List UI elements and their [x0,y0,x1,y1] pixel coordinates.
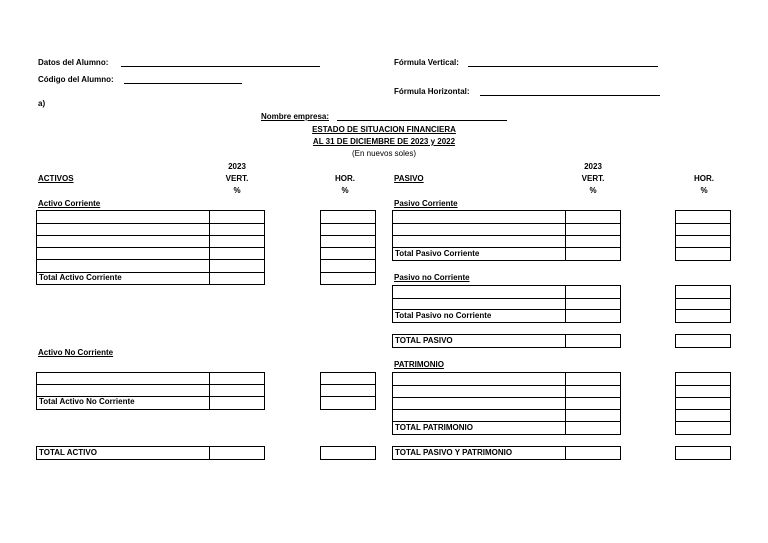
total-assets-hor-cell [320,446,376,460]
current-assets-table [36,210,265,285]
horizontal-formula-label: Fórmula Horizontal: [394,87,470,96]
noncurrent-liabilities-hor-column [675,285,731,323]
equity-label: PATRIMONIO [394,360,444,369]
total-liabilities-label: TOTAL PASIVO [395,336,453,345]
total-liabilities-equity-hor-cell [675,446,731,460]
liabilities-vert-label: VERT. [581,174,605,183]
student-code-label: Código del Alumno: [38,75,114,84]
noncurrent-assets-hor-column [320,372,376,410]
liabilities-vert-percent: % [589,186,597,195]
current-liabilities-hor-column [675,210,731,261]
item-label: a) [38,99,46,108]
total-current-assets-label: Total Activo Corriente [39,273,122,282]
assets-hor-percent: % [341,186,349,195]
student-data-label: Datos del Alumno: [38,58,109,67]
total-liabilities-equity-label: TOTAL PASIVO Y PATRIMONIO [395,448,513,457]
current-liabilities-table [392,210,621,261]
company-name-field[interactable] [337,120,507,121]
assets-vert-percent: % [233,186,241,195]
liabilities-hor-percent: % [700,186,708,195]
current-liabilities-label: Pasivo Corriente [394,199,458,208]
assets-year: 2023 [228,162,246,171]
vertical-formula-field[interactable] [468,66,658,67]
noncurrent-assets-table [36,372,265,410]
assets-vert-label: VERT. [225,174,249,183]
total-assets-row [36,446,265,460]
equity-table [392,372,621,435]
liabilities-year: 2023 [584,162,602,171]
noncurrent-assets-label: Activo No Corriente [38,348,114,357]
liabilities-hor-label: HOR. [694,174,714,183]
total-equity-label: TOTAL PATRIMONIO [395,423,473,432]
current-assets-hor-column [320,210,376,285]
noncurrent-liabilities-table [392,285,621,323]
current-assets-label: Activo Corriente [38,199,101,208]
liabilities-heading: PASIVO [394,174,424,183]
assets-hor-label: HOR. [335,174,355,183]
total-noncurrent-assets-label: Total Activo No Corriente [39,397,135,406]
total-current-liabilities-label: Total Pasivo Corriente [395,249,480,258]
statement-date: AL 31 DE DICIEMBRE DE 2023 y 2022 [312,137,456,146]
statement-title: ESTADO DE SITUACION FINANCIERA [312,125,456,134]
student-code-field[interactable] [124,83,242,84]
student-data-field[interactable] [121,66,320,67]
vertical-formula-label: Fórmula Vertical: [394,58,459,67]
total-liabilities-row [392,334,621,348]
company-label: Nombre empresa: [261,112,330,121]
equity-hor-column [675,372,731,435]
horizontal-formula-field[interactable] [480,95,660,96]
currency-note: (En nuevos soles) [351,149,417,158]
total-liabilities-hor-cell [675,334,731,348]
total-liabilities-equity-row [392,446,621,460]
assets-heading: ACTIVOS [38,174,74,183]
noncurrent-liabilities-label: Pasivo no Corriente [394,273,470,282]
total-noncurrent-liabilities-label: Total Pasivo no Corriente [395,311,492,320]
total-assets-label: TOTAL ACTIVO [39,448,97,457]
